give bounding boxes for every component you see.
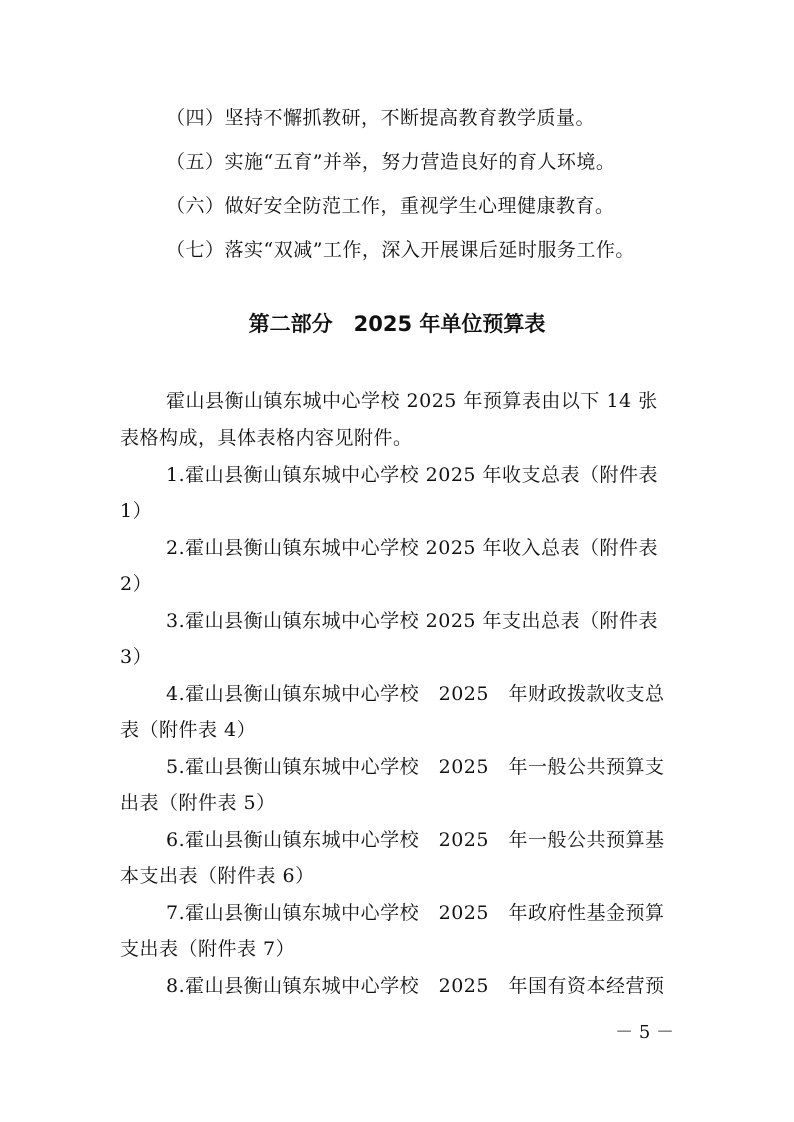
page-number: － 5 － bbox=[615, 1022, 674, 1043]
list-item-7-line-2: 支出表（附件表 7） bbox=[120, 938, 296, 960]
list-item-2-line-2: 2） bbox=[120, 573, 153, 595]
section-item-7: （七）落实“双减”工作，深入开展课后延时服务工作。 bbox=[166, 239, 635, 261]
list-item-5-line-2: 出表（附件表 5） bbox=[120, 792, 276, 814]
intro-line-2: 表格构成，具体表格内容见附件。 bbox=[120, 427, 413, 449]
section-item-5: （五）实施“五育”并举，努力营造良好的育人环境。 bbox=[166, 151, 616, 173]
intro-line-1: 霍山县衡山镇东城中心学校 2025 年预算表由以下 14 张 bbox=[166, 390, 658, 412]
list-item-4-line-1: 4.霍山县衡山镇东城中心学校 2025 年财政拨款收支总 bbox=[166, 683, 665, 705]
list-item-3-line-1: 3.霍山县衡山镇东城中心学校 2025 年支出总表（附件表 bbox=[166, 610, 659, 632]
list-item-4-line-2: 表（附件表 4） bbox=[120, 719, 257, 741]
list-item-6-line-1: 6.霍山县衡山镇东城中心学校 2025 年一般公共预算基 bbox=[166, 829, 665, 851]
section-item-6: （六）做好安全防范工作，重视学生心理健康教育。 bbox=[166, 195, 615, 217]
list-item-1-line-2: 1） bbox=[120, 500, 153, 522]
part-heading: 第二部分 2025 年单位预算表 bbox=[248, 312, 546, 336]
list-item-5-line-1: 5.霍山县衡山镇东城中心学校 2025 年一般公共预算支 bbox=[166, 756, 665, 778]
section-item-4: （四）坚持不懈抓教研，不断提高教育教学质量。 bbox=[166, 107, 596, 129]
list-item-8-line-1: 8.霍山县衡山镇东城中心学校 2025 年国有资本经营预 bbox=[166, 975, 665, 997]
list-item-2-line-1: 2.霍山县衡山镇东城中心学校 2025 年收入总表（附件表 bbox=[166, 537, 659, 559]
list-item-3-line-2: 3） bbox=[120, 646, 153, 668]
list-item-1-line-1: 1.霍山县衡山镇东城中心学校 2025 年收支总表（附件表 bbox=[166, 464, 659, 486]
list-item-7-line-1: 7.霍山县衡山镇东城中心学校 2025 年政府性基金预算 bbox=[166, 902, 665, 924]
list-item-6-line-2: 本支出表（附件表 6） bbox=[120, 865, 315, 887]
